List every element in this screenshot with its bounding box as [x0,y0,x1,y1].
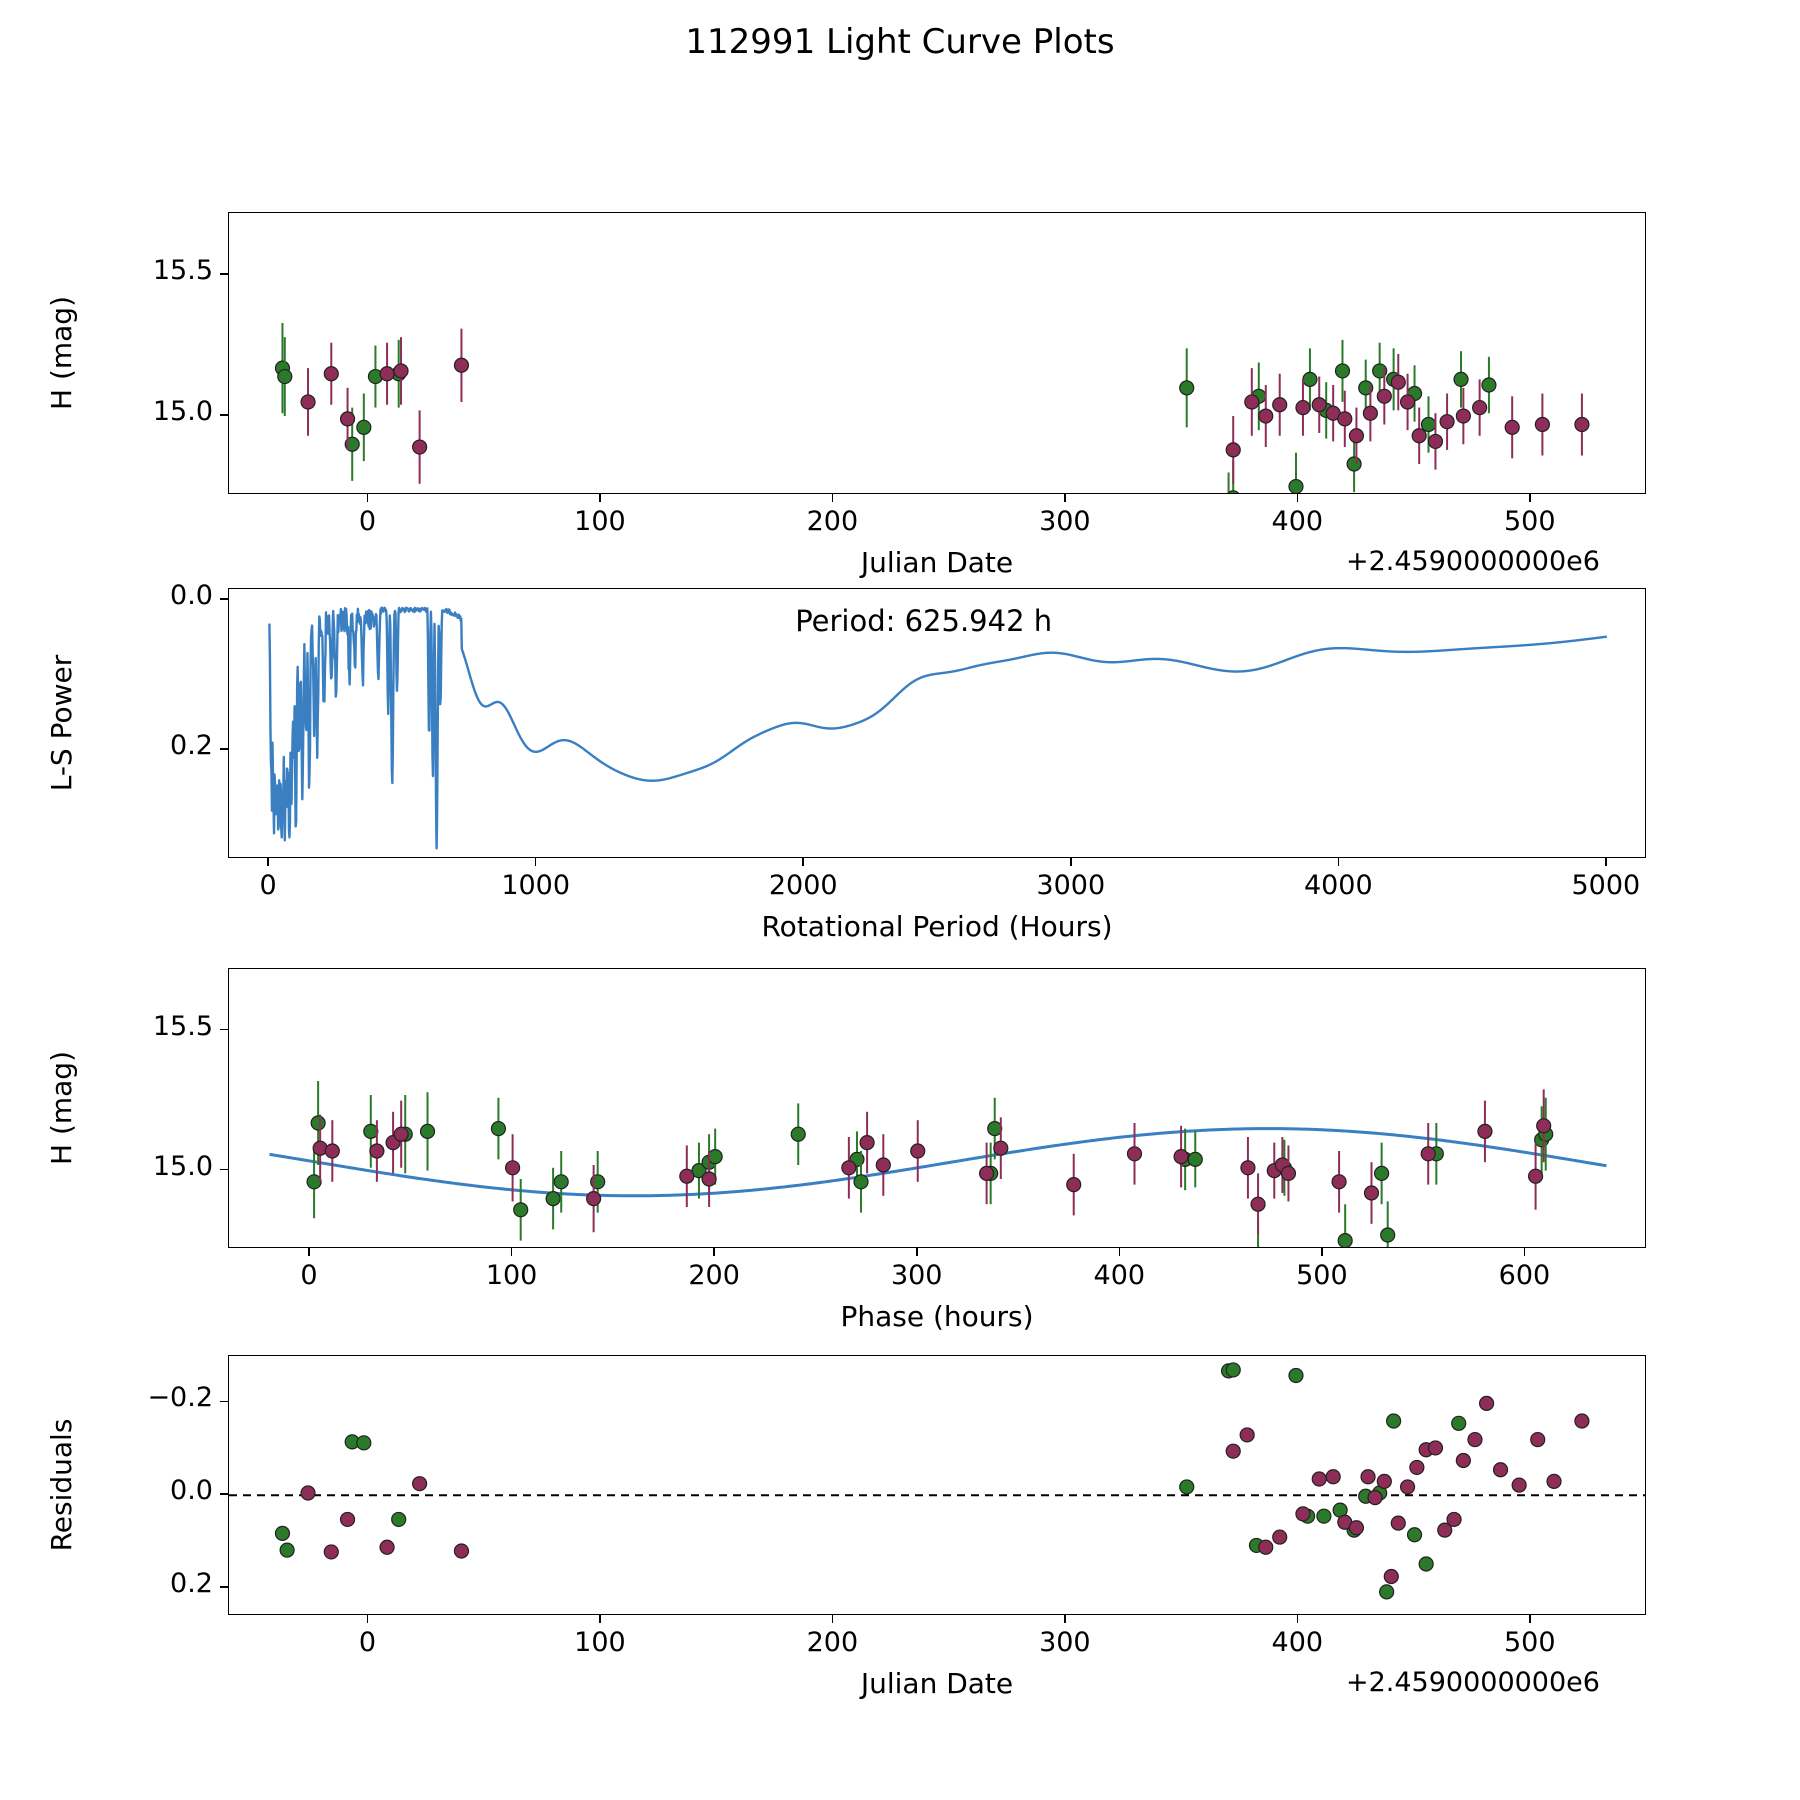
x-tick-label-periodogram-1: 1000 [501,870,571,901]
x-tick-residuals-5 [1529,1615,1531,1623]
x-tick-label-periodogram-0: 0 [259,870,277,901]
y-tick-label-periodogram-1: 0.2 [170,730,213,762]
plot-canvas-phased [229,969,1646,1248]
x-tick-label-periodogram-5: 5000 [1571,870,1641,901]
x-tick-label-phased-3: 300 [890,1260,943,1291]
x-tick-label-phased-0: 0 [300,1260,318,1291]
x-tick-lightcurve-5 [1529,494,1531,502]
x-tick-label-residuals-0: 0 [358,1627,377,1658]
y-tick-label-lightcurve-0: 15.5 [152,255,213,287]
x-tick-residuals-2 [832,1615,834,1623]
x-tick-periodogram-5 [1605,858,1607,866]
y-tick-label-residuals-0: −0.2 [147,1382,213,1414]
x-tick-residuals-3 [1064,1615,1066,1623]
x-tick-label-periodogram-2: 2000 [768,870,838,901]
x-tick-lightcurve-1 [599,494,601,502]
x-tick-label-phased-4: 400 [1093,1260,1146,1291]
x-tick-label-phased-6: 600 [1498,1260,1551,1291]
y-axis-label-periodogram: L-S Power [45,654,78,792]
x-tick-label-periodogram-4: 4000 [1303,870,1373,901]
x-tick-periodogram-0 [267,858,269,866]
x-tick-lightcurve-0 [367,494,369,502]
y-tick-label-phased-0: 15.5 [152,1010,213,1042]
y-tick-periodogram-0 [220,598,228,600]
y-tick-phased-0 [220,1029,228,1031]
y-tick-phased-1 [220,1169,228,1171]
x-axis-offset-residuals: +2.4590000000e6 [1346,1667,1600,1698]
x-tick-label-residuals-5: 500 [1503,1627,1556,1658]
x-tick-label-lightcurve-2: 200 [806,506,859,537]
y-tick-label-lightcurve-1: 15.0 [152,396,213,428]
x-tick-label-lightcurve-1: 100 [574,506,626,537]
x-tick-lightcurve-4 [1297,494,1299,502]
y-tick-periodogram-1 [220,748,228,750]
x-tick-residuals-4 [1297,1615,1299,1623]
plot-area-residuals [228,1355,1646,1615]
x-axis-label-lightcurve: Julian Date [860,546,1014,579]
x-tick-phased-1 [511,1248,513,1256]
y-tick-label-residuals-2: 0.2 [170,1568,213,1600]
x-tick-residuals-1 [599,1615,601,1623]
y-tick-label-residuals-1: 0.0 [170,1475,213,1507]
y-axis-label-residuals: Residuals [45,1418,78,1552]
figure-title: 112991 Light Curve Plots [685,22,1115,62]
x-axis-label-phased: Phase (hours) [840,1300,1034,1333]
x-tick-phased-5 [1321,1248,1323,1256]
x-tick-lightcurve-2 [832,494,834,502]
plot-area-lightcurve [228,212,1646,494]
series-red-filter-lightcurve [301,329,1589,484]
y-tick-residuals-2 [220,1586,228,1588]
x-tick-periodogram-1 [535,858,537,866]
x-tick-phased-0 [308,1248,310,1256]
x-tick-periodogram-3 [1070,858,1072,866]
y-tick-label-phased-1: 15.0 [152,1150,213,1182]
plot-canvas-residuals [229,1356,1646,1615]
x-tick-label-lightcurve-5: 500 [1503,506,1556,537]
y-tick-residuals-0 [220,1401,228,1403]
annotation-periodogram: Period: 625.942 h [795,604,1053,638]
x-tick-phased-6 [1524,1248,1526,1256]
x-tick-label-phased-1: 100 [485,1260,538,1291]
x-tick-label-lightcurve-0: 0 [358,506,377,537]
x-tick-label-residuals-3: 300 [1039,1627,1091,1658]
y-tick-lightcurve-1 [220,414,228,416]
x-tick-periodogram-4 [1338,858,1340,866]
y-tick-label-periodogram-0: 0.0 [170,580,213,612]
y-tick-residuals-1 [220,1493,228,1495]
periodogram-trace [269,608,1606,849]
x-tick-phased-2 [713,1248,715,1256]
x-tick-label-lightcurve-3: 300 [1039,506,1091,537]
fit-curve [270,1129,1607,1196]
y-tick-lightcurve-0 [220,273,228,275]
x-tick-label-phased-2: 200 [688,1260,740,1291]
plot-area-phased [228,968,1646,1248]
x-tick-label-residuals-2: 200 [806,1627,859,1658]
x-axis-label-periodogram: Rotational Period (Hours) [761,910,1113,943]
x-tick-label-lightcurve-4: 400 [1271,506,1324,537]
x-tick-label-residuals-1: 100 [574,1627,626,1658]
x-tick-label-periodogram-3: 3000 [1036,870,1106,901]
y-axis-label-phased: H (mag) [45,1050,78,1166]
x-tick-phased-4 [1119,1248,1121,1256]
x-tick-phased-3 [916,1248,918,1256]
y-axis-label-lightcurve: H (mag) [45,295,78,411]
plot-canvas-lightcurve [229,213,1646,494]
x-axis-label-residuals: Julian Date [860,1667,1014,1700]
x-tick-lightcurve-3 [1064,494,1066,502]
series-green-filter-residuals [275,1363,1465,1599]
x-tick-label-residuals-4: 400 [1271,1627,1324,1658]
x-tick-residuals-0 [367,1615,369,1623]
x-tick-periodogram-2 [802,858,804,866]
x-axis-offset-lightcurve: +2.4590000000e6 [1346,546,1600,577]
x-tick-label-phased-5: 500 [1296,1260,1348,1291]
